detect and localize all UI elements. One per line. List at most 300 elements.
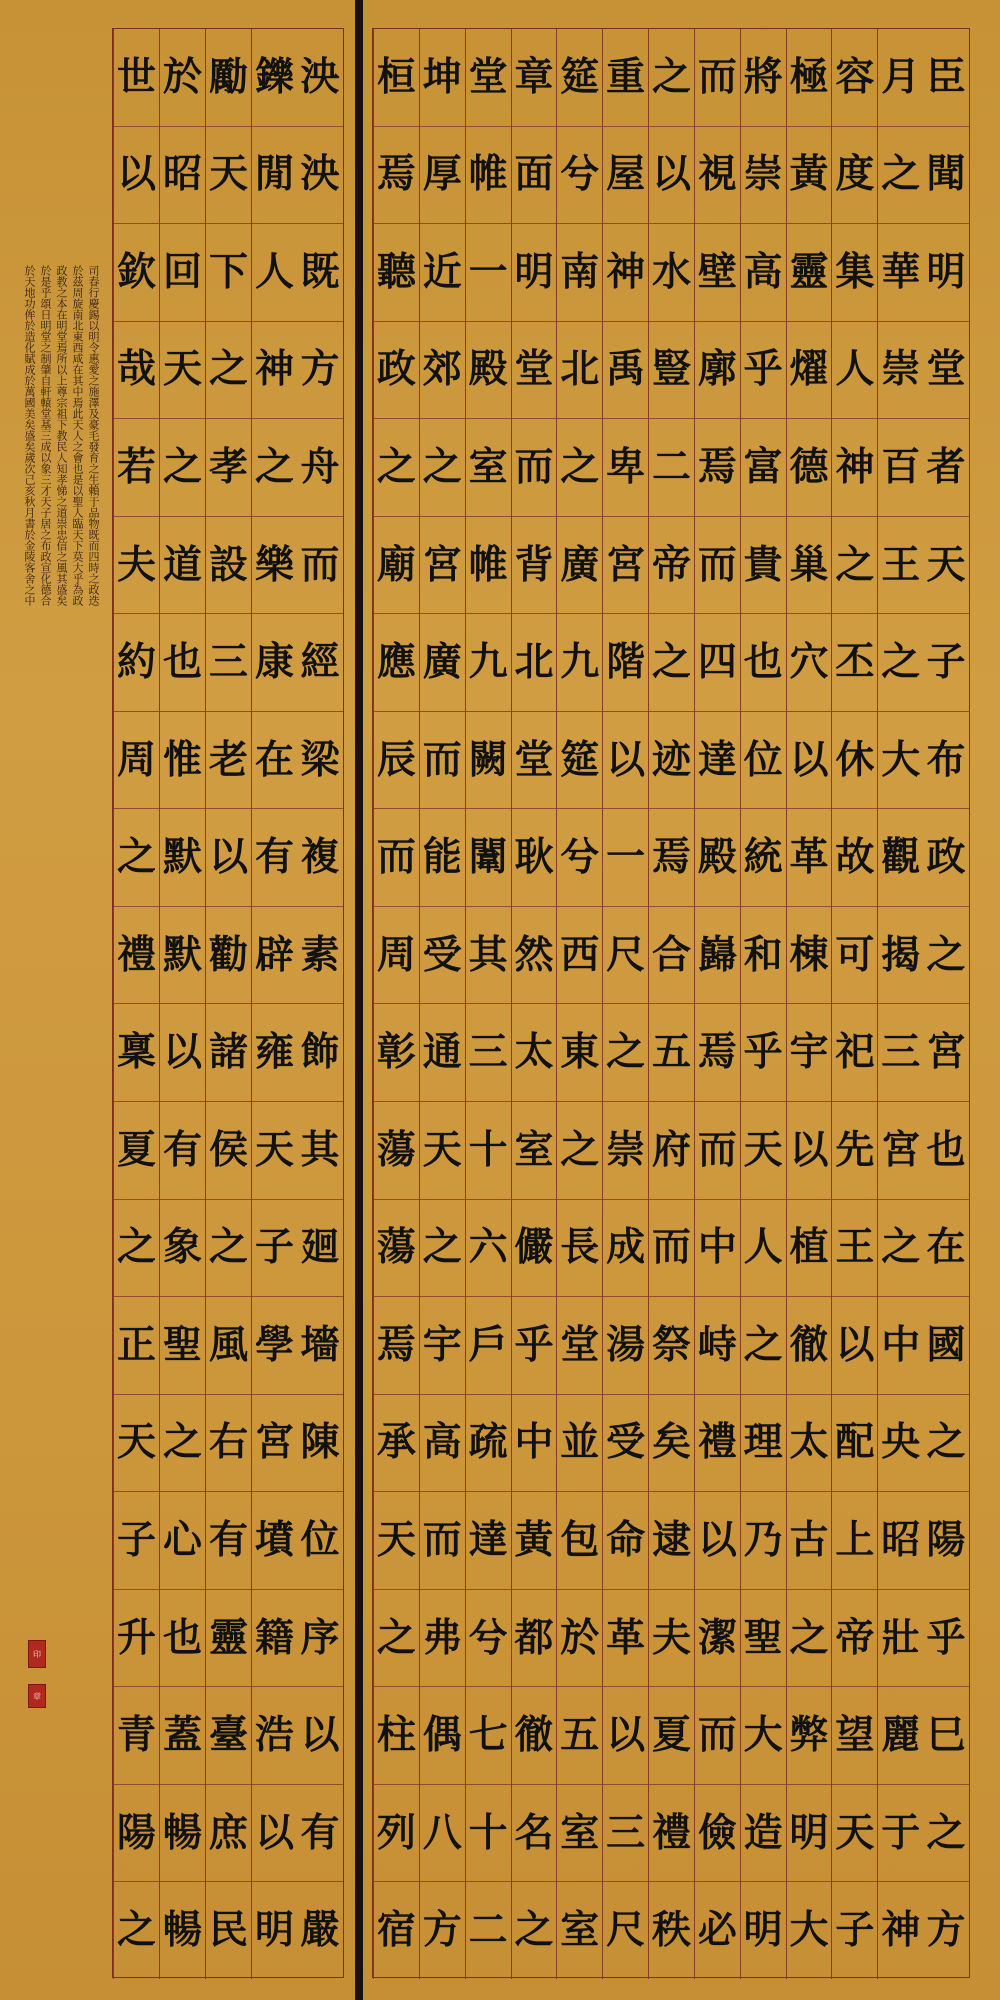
character-cell: 也 — [741, 613, 786, 711]
character-cell: 殿 — [695, 808, 740, 906]
character-cell: 受 — [420, 906, 465, 1004]
character-cell: 之 — [557, 1101, 602, 1199]
character-cell: 之 — [878, 613, 923, 711]
character-cell: 之 — [557, 418, 602, 516]
character-cell: 道 — [160, 516, 205, 614]
character-cell: 鑠 — [254, 53, 294, 100]
character-cell: 天 — [923, 516, 969, 614]
character-cell: 世 — [116, 53, 156, 100]
character-cell: 太 — [512, 1003, 557, 1101]
character-cell: 豎 — [649, 321, 694, 419]
character-cell: 在 — [252, 711, 297, 809]
character-cell: 之 — [206, 1199, 251, 1297]
character-cell: 明 — [741, 1881, 786, 1979]
right-text-panel — [372, 28, 970, 1978]
character-cell: 之 — [420, 418, 465, 516]
character-cell: 有 — [252, 808, 297, 906]
character-cell: 達 — [466, 1491, 511, 1589]
character-cell: 於 — [557, 1589, 602, 1687]
character-cell: 應 — [374, 613, 419, 711]
character-cell: 戶 — [466, 1296, 511, 1394]
character-cell: 郊 — [420, 321, 465, 419]
character-cell: 然 — [512, 906, 557, 1004]
character-cell: 府 — [649, 1101, 694, 1199]
character-cell: 蕩 — [374, 1199, 419, 1297]
character-cell: 受 — [603, 1394, 648, 1492]
character-cell: 植 — [787, 1199, 832, 1297]
character-cell: 可 — [832, 906, 877, 1004]
character-cell: 壯 — [878, 1589, 923, 1687]
character-cell: 之 — [649, 613, 694, 711]
character-cell: 以 — [649, 126, 694, 224]
character-cell: 燿 — [787, 321, 832, 419]
panel-divider — [355, 0, 363, 2000]
character-cell: 之 — [252, 418, 297, 516]
character-cell: 集 — [832, 223, 877, 321]
character-cell: 舟 — [297, 418, 343, 516]
colophon-inscription — [18, 265, 100, 1720]
character-cell: 巋 — [695, 906, 740, 1004]
character-cell: 有 — [160, 1101, 205, 1199]
character-cell: 經 — [297, 613, 343, 711]
character-cell: 高 — [420, 1394, 465, 1492]
character-cell: 巢 — [787, 516, 832, 614]
character-cell: 度 — [832, 126, 877, 224]
colophon-line: 於茲周旋南北東西咸在其中焉此天人之會也是以聖人臨天下莫大乎為政 — [71, 265, 84, 606]
text-column — [786, 29, 832, 1979]
character-cell: 之 — [787, 1589, 832, 1687]
character-cell: 名 — [512, 1784, 557, 1882]
character-cell: 丕 — [832, 613, 877, 711]
character-cell: 者 — [923, 418, 969, 516]
character-cell: 視 — [695, 126, 740, 224]
character-cell: 富 — [741, 418, 786, 516]
character-cell: 壁 — [695, 223, 740, 321]
character-cell: 黃 — [512, 1491, 557, 1589]
character-cell: 樂 — [252, 516, 297, 614]
character-cell: 其 — [297, 1101, 343, 1199]
character-cell: 宮 — [252, 1394, 297, 1492]
character-cell: 之 — [878, 1199, 923, 1297]
character-cell: 堂 — [512, 711, 557, 809]
character-cell: 而 — [420, 711, 465, 809]
character-cell: 太 — [787, 1394, 832, 1492]
text-column — [419, 29, 465, 1979]
text-column — [205, 29, 251, 1979]
character-cell: 矣 — [649, 1394, 694, 1492]
character-cell: 之 — [603, 1003, 648, 1101]
character-cell: 陽 — [923, 1491, 969, 1589]
character-cell: 以 — [787, 1101, 832, 1199]
character-cell: 成 — [603, 1199, 648, 1297]
character-cell: 能 — [420, 808, 465, 906]
character-cell: 靈 — [206, 1589, 251, 1687]
character-cell: 方 — [923, 1881, 969, 1979]
character-cell: 天 — [374, 1491, 419, 1589]
character-cell: 子 — [114, 1491, 159, 1589]
character-cell: 堂 — [557, 1296, 602, 1394]
character-cell: 嚴 — [297, 1881, 343, 1979]
character-cell: 大 — [787, 1881, 832, 1979]
character-cell: 暢 — [160, 1784, 205, 1882]
character-cell: 天 — [420, 1101, 465, 1199]
character-cell: 以 — [252, 1784, 297, 1882]
character-cell: 之 — [160, 1394, 205, 1492]
character-cell: 潔 — [695, 1589, 740, 1687]
character-cell: 聽 — [374, 223, 419, 321]
character-cell: 休 — [832, 711, 877, 809]
character-cell: 堂 — [923, 321, 969, 419]
character-cell: 暢 — [160, 1881, 205, 1979]
character-cell: 國 — [923, 1296, 969, 1394]
character-cell: 列 — [374, 1784, 419, 1882]
character-cell: 天 — [206, 126, 251, 224]
character-cell: 二 — [466, 1881, 511, 1979]
character-cell: 華 — [878, 223, 923, 321]
character-cell: 閒 — [252, 126, 297, 224]
character-cell: 水 — [649, 223, 694, 321]
character-cell: 政 — [923, 808, 969, 906]
character-cell: 宮 — [603, 516, 648, 614]
character-cell: 諸 — [206, 1003, 251, 1101]
character-cell: 勸 — [206, 906, 251, 1004]
character-cell: 而 — [420, 1491, 465, 1589]
character-cell: 墻 — [297, 1296, 343, 1394]
character-cell: 也 — [160, 1589, 205, 1687]
colophon-line: 司春行慶錫以明令惠愛之施澤及豪毛發育之生賴于品物既而四時之政迭 — [87, 265, 100, 606]
character-cell: 神 — [603, 223, 648, 321]
character-cell: 焉 — [695, 418, 740, 516]
character-cell: 神 — [832, 418, 877, 516]
character-cell: 峙 — [695, 1296, 740, 1394]
character-cell: 默 — [160, 906, 205, 1004]
character-cell: 西 — [557, 906, 602, 1004]
left-text-panel — [112, 28, 344, 1978]
character-cell: 望 — [832, 1686, 877, 1784]
character-cell: 周 — [114, 711, 159, 809]
character-cell: 都 — [512, 1589, 557, 1687]
character-cell: 複 — [297, 808, 343, 906]
character-cell: 帷 — [466, 516, 511, 614]
character-cell: 以 — [114, 126, 159, 224]
character-cell: 貴 — [741, 516, 786, 614]
character-cell: 一 — [466, 223, 511, 321]
character-cell: 稟 — [114, 1003, 159, 1101]
character-cell: 回 — [160, 223, 205, 321]
character-cell: 默 — [160, 808, 205, 906]
character-cell: 疏 — [466, 1394, 511, 1492]
character-cell: 上 — [832, 1491, 877, 1589]
text-column — [694, 29, 740, 1979]
character-cell: 廟 — [374, 516, 419, 614]
character-cell: 焉 — [649, 808, 694, 906]
character-cell: 以 — [832, 1296, 877, 1394]
character-cell: 廓 — [695, 321, 740, 419]
character-cell: 以 — [603, 711, 648, 809]
character-cell: 東 — [557, 1003, 602, 1101]
character-cell: 老 — [206, 711, 251, 809]
character-cell: 弊 — [787, 1686, 832, 1784]
character-cell: 陳 — [297, 1394, 343, 1492]
character-cell: 五 — [649, 1003, 694, 1101]
character-cell: 央 — [878, 1394, 923, 1492]
character-cell: 勵 — [208, 53, 248, 100]
character-cell: 禮 — [695, 1394, 740, 1492]
character-cell: 和 — [741, 906, 786, 1004]
character-cell: 而 — [649, 1199, 694, 1297]
character-cell: 室 — [466, 418, 511, 516]
character-cell: 臺 — [206, 1686, 251, 1784]
character-cell: 尺 — [603, 906, 648, 1004]
character-cell: 周 — [374, 906, 419, 1004]
character-cell: 天 — [114, 1394, 159, 1492]
character-cell: 之 — [878, 126, 923, 224]
artist-seal: 章 — [28, 1684, 46, 1708]
character-cell: 天 — [252, 1101, 297, 1199]
character-cell: 堂 — [468, 53, 508, 100]
character-cell: 焉 — [374, 1296, 419, 1394]
character-cell: 德 — [787, 418, 832, 516]
character-cell: 百 — [878, 418, 923, 516]
text-column — [877, 29, 923, 1979]
character-cell: 雍 — [252, 1003, 297, 1101]
character-cell: 合 — [649, 906, 694, 1004]
character-cell: 以 — [297, 1686, 343, 1784]
character-cell: 正 — [114, 1296, 159, 1394]
colophon-line: 於是乎頌日明堂之制肇自軒轅堂基三成以象三才天子居之布政宣化德合 — [39, 265, 52, 606]
character-cell: 之 — [512, 1881, 557, 1979]
character-cell: 哉 — [114, 321, 159, 419]
text-column — [648, 29, 694, 1979]
character-cell: 容 — [835, 53, 875, 100]
character-cell: 風 — [206, 1296, 251, 1394]
character-cell: 于 — [878, 1784, 923, 1882]
character-cell: 下 — [206, 223, 251, 321]
character-cell: 中 — [878, 1296, 923, 1394]
character-cell: 將 — [743, 53, 783, 100]
character-cell: 觀 — [878, 808, 923, 906]
character-cell: 學 — [252, 1296, 297, 1394]
character-cell: 在 — [923, 1199, 969, 1297]
character-cell: 重 — [606, 53, 646, 100]
character-cell: 辟 — [252, 906, 297, 1004]
character-cell: 四 — [695, 613, 740, 711]
character-cell: 人 — [252, 223, 297, 321]
character-cell: 階 — [603, 613, 648, 711]
character-cell: 之 — [114, 1881, 159, 1979]
character-cell: 象 — [160, 1199, 205, 1297]
character-cell: 北 — [512, 613, 557, 711]
character-cell: 高 — [741, 223, 786, 321]
character-cell: 之 — [114, 808, 159, 906]
character-cell: 設 — [206, 516, 251, 614]
character-cell: 闈 — [466, 808, 511, 906]
character-cell: 之 — [420, 1199, 465, 1297]
character-cell: 宮 — [923, 1003, 969, 1101]
character-cell: 夫 — [114, 516, 159, 614]
character-cell: 五 — [557, 1686, 602, 1784]
character-cell: 崇 — [603, 1101, 648, 1199]
character-cell: 神 — [252, 321, 297, 419]
character-cell: 素 — [297, 906, 343, 1004]
character-cell: 青 — [114, 1686, 159, 1784]
character-cell: 之 — [374, 418, 419, 516]
character-cell: 而 — [697, 53, 737, 100]
character-cell: 有 — [297, 1784, 343, 1882]
character-cell: 之 — [741, 1296, 786, 1394]
character-cell: 欽 — [114, 223, 159, 321]
character-cell: 秩 — [649, 1881, 694, 1979]
character-cell: 三 — [878, 1003, 923, 1101]
character-cell: 三 — [206, 613, 251, 711]
character-cell: 飾 — [297, 1003, 343, 1101]
text-column — [251, 29, 297, 1979]
character-cell: 之 — [206, 321, 251, 419]
character-cell: 位 — [741, 711, 786, 809]
character-cell: 浩 — [252, 1686, 297, 1784]
character-cell: 十 — [466, 1784, 511, 1882]
character-cell: 禮 — [114, 906, 159, 1004]
character-cell: 蕩 — [374, 1101, 419, 1199]
character-cell: 而 — [695, 1101, 740, 1199]
text-column — [923, 29, 969, 1979]
text-column — [113, 29, 159, 1979]
character-cell: 儼 — [512, 1199, 557, 1297]
character-cell: 九 — [557, 613, 602, 711]
character-cell: 彰 — [374, 1003, 419, 1101]
character-cell: 方 — [297, 321, 343, 419]
text-column — [740, 29, 786, 1979]
character-cell: 人 — [832, 321, 877, 419]
character-cell: 臣 — [926, 53, 966, 100]
character-cell: 以 — [206, 808, 251, 906]
character-cell: 並 — [557, 1394, 602, 1492]
character-cell: 之 — [923, 906, 969, 1004]
character-cell: 兮 — [466, 1589, 511, 1687]
character-cell: 三 — [466, 1003, 511, 1101]
character-cell: 之 — [114, 1199, 159, 1297]
character-cell: 而 — [374, 808, 419, 906]
character-cell: 乎 — [512, 1296, 557, 1394]
character-cell: 崇 — [741, 126, 786, 224]
character-cell: 於 — [162, 53, 202, 100]
character-cell: 廣 — [420, 613, 465, 711]
character-cell: 近 — [420, 223, 465, 321]
character-cell: 而 — [512, 418, 557, 516]
character-cell: 革 — [603, 1589, 648, 1687]
character-cell: 通 — [420, 1003, 465, 1101]
character-cell: 廻 — [297, 1199, 343, 1297]
character-cell: 明 — [512, 223, 557, 321]
character-cell: 序 — [297, 1589, 343, 1687]
character-cell: 闕 — [466, 711, 511, 809]
character-cell: 焉 — [695, 1003, 740, 1101]
character-cell: 子 — [923, 613, 969, 711]
character-cell: 約 — [114, 613, 159, 711]
text-column — [602, 29, 648, 1979]
character-cell: 南 — [557, 223, 602, 321]
character-cell: 章 — [514, 53, 554, 100]
character-cell: 厚 — [420, 126, 465, 224]
character-cell: 以 — [787, 711, 832, 809]
character-cell: 靈 — [787, 223, 832, 321]
character-cell: 子 — [252, 1199, 297, 1297]
text-column — [556, 29, 602, 1979]
character-cell: 一 — [603, 808, 648, 906]
character-cell: 必 — [695, 1881, 740, 1979]
character-cell: 古 — [787, 1491, 832, 1589]
character-cell: 九 — [466, 613, 511, 711]
character-cell: 若 — [114, 418, 159, 516]
character-cell: 禹 — [603, 321, 648, 419]
character-cell: 神 — [878, 1881, 923, 1979]
character-cell: 揭 — [878, 906, 923, 1004]
character-cell: 右 — [206, 1394, 251, 1492]
character-cell: 中 — [512, 1394, 557, 1492]
character-cell: 徹 — [512, 1686, 557, 1784]
character-cell: 承 — [374, 1394, 419, 1492]
character-cell: 巳 — [923, 1686, 969, 1784]
character-cell: 宮 — [420, 516, 465, 614]
character-cell: 乎 — [741, 1003, 786, 1101]
character-cell: 人 — [741, 1199, 786, 1297]
character-cell: 故 — [832, 808, 877, 906]
character-cell: 室 — [557, 1784, 602, 1882]
character-cell: 明 — [252, 1881, 297, 1979]
character-cell: 乃 — [741, 1491, 786, 1589]
character-cell: 祭 — [649, 1296, 694, 1394]
character-cell: 康 — [252, 613, 297, 711]
character-cell: 堂 — [512, 321, 557, 419]
character-cell: 之 — [923, 1784, 969, 1882]
character-cell: 弗 — [420, 1589, 465, 1687]
character-cell: 之 — [832, 516, 877, 614]
character-cell: 民 — [206, 1881, 251, 1979]
character-cell: 北 — [557, 321, 602, 419]
character-cell: 聖 — [160, 1296, 205, 1394]
character-cell: 命 — [603, 1491, 648, 1589]
character-cell: 之 — [160, 418, 205, 516]
character-cell: 包 — [557, 1491, 602, 1589]
character-cell: 天 — [741, 1101, 786, 1199]
character-cell: 帝 — [649, 516, 694, 614]
character-cell: 尺 — [603, 1881, 648, 1979]
character-cell: 墳 — [252, 1491, 297, 1589]
character-cell: 夏 — [114, 1101, 159, 1199]
character-cell: 廣 — [557, 516, 602, 614]
character-cell: 配 — [832, 1394, 877, 1492]
character-cell: 聞 — [923, 126, 969, 224]
character-cell: 辰 — [374, 711, 419, 809]
character-cell: 以 — [603, 1686, 648, 1784]
character-cell: 陽 — [114, 1784, 159, 1882]
character-cell: 子 — [832, 1881, 877, 1979]
character-cell: 泱 — [300, 53, 340, 100]
character-cell: 儉 — [695, 1784, 740, 1882]
character-cell: 耿 — [512, 808, 557, 906]
character-cell: 穴 — [787, 613, 832, 711]
character-cell: 既 — [297, 223, 343, 321]
character-cell: 長 — [557, 1199, 602, 1297]
character-cell: 乎 — [923, 1589, 969, 1687]
character-cell: 帷 — [466, 126, 511, 224]
character-cell: 其 — [466, 906, 511, 1004]
character-cell: 王 — [878, 516, 923, 614]
character-cell: 偶 — [420, 1686, 465, 1784]
character-cell: 宇 — [787, 1003, 832, 1101]
character-cell: 筵 — [560, 53, 600, 100]
character-cell: 三 — [603, 1784, 648, 1882]
